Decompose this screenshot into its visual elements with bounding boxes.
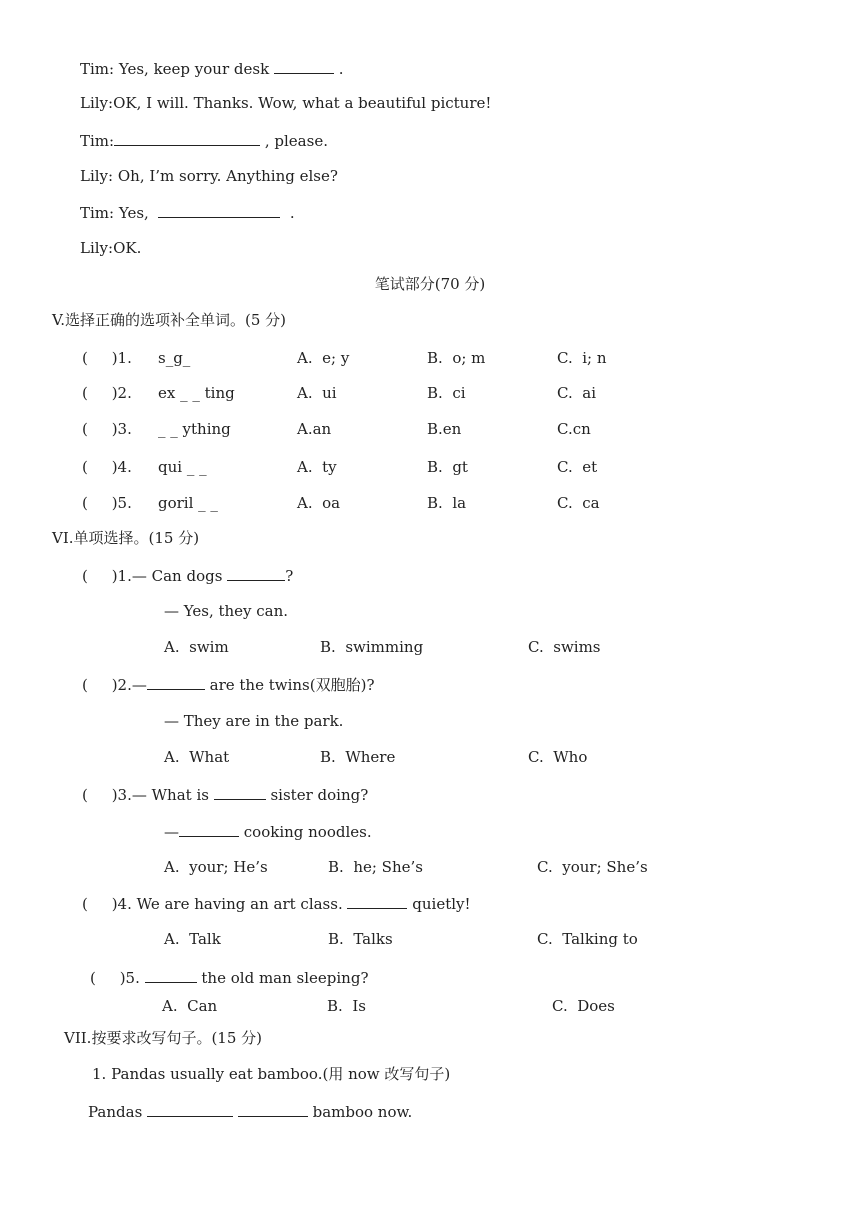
answer-blank[interactable]	[158, 203, 280, 218]
option-c: C. your; She’s	[537, 858, 648, 876]
answer-blank[interactable]	[145, 968, 197, 983]
answer-bracket[interactable]: ( )2.	[82, 384, 132, 402]
question-word: ex _ _ ting	[158, 384, 235, 402]
dialogue-line-6: Lily:OK.	[80, 239, 142, 257]
option-c: C. ai	[557, 384, 596, 402]
section-6-title: VI.单项选择。(15 分)	[52, 529, 200, 547]
answer-blank[interactable]	[147, 1102, 233, 1117]
section-5-title: V.选择正确的选项补全单词。(5 分)	[52, 311, 286, 329]
question-line: ( )2.— are the twins(双胞胎)?	[82, 676, 375, 694]
answer-bracket[interactable]: ( )5.	[82, 494, 132, 512]
option-b: B.en	[427, 420, 462, 438]
question-word: qui _ _	[158, 458, 207, 476]
option-b: B. he; She’s	[328, 858, 423, 876]
answer-blank[interactable]	[227, 566, 285, 581]
option-b: B. ci	[427, 384, 466, 402]
option-a: A. Talk	[164, 930, 221, 948]
section-7-title: VII.按要求改写句子。(15 分)	[64, 1029, 263, 1047]
dialogue-line-1: Tim: Yes, keep your desk .	[80, 60, 344, 78]
dialogue-line-5: Tim: Yes, .	[80, 204, 295, 222]
option-a: A. oa	[297, 494, 341, 512]
option-a: A. e; y	[297, 349, 350, 367]
answer-bracket[interactable]: ( )3.	[82, 786, 132, 804]
question-line: ( )1.— Can dogs ?	[82, 567, 294, 585]
option-c: C. swims	[528, 638, 601, 656]
dialogue-line-3: Tim: , please.	[80, 132, 328, 150]
reply-line: — Yes, they can.	[164, 602, 289, 620]
option-b: B. la	[427, 494, 467, 512]
option-b: B. Is	[327, 997, 366, 1015]
answer-blank[interactable]	[214, 785, 266, 800]
option-a: A. What	[164, 748, 230, 766]
answer-bracket[interactable]: ( )3.	[82, 420, 132, 438]
question-line: ( )3.— What is sister doing?	[82, 786, 369, 804]
answer-bracket[interactable]: ( )4.	[82, 895, 132, 913]
rewrite-question-1: 1. Pandas usually eat bamboo.(用 now 改写句子)	[92, 1065, 451, 1083]
answer-bracket[interactable]: ( )2.	[82, 676, 132, 694]
option-c: C. Does	[552, 997, 615, 1015]
option-c: C. et	[557, 458, 598, 476]
answer-bracket[interactable]: ( )1.	[82, 567, 132, 585]
answer-blank[interactable]	[114, 131, 260, 146]
question-word: s_g_	[158, 349, 191, 367]
answer-bracket[interactable]: ( )1.	[82, 349, 132, 367]
reply-line: — cooking noodles.	[164, 823, 372, 841]
option-b: B. gt	[427, 458, 468, 476]
answer-blank[interactable]	[147, 675, 205, 690]
option-b: B. o; m	[427, 349, 486, 367]
answer-blank[interactable]	[274, 59, 334, 74]
option-b: B. swimming	[320, 638, 424, 656]
option-b: B. Talks	[328, 930, 393, 948]
answer-blank[interactable]	[347, 894, 407, 909]
option-b: B. Where	[320, 748, 396, 766]
question-word: goril _ _	[158, 494, 218, 512]
option-a: A. ui	[297, 384, 337, 402]
reply-line: — They are in the park.	[164, 712, 344, 730]
dialogue-line-4: Lily: Oh, I’m sorry. Anything else?	[80, 167, 338, 185]
answer-blank[interactable]	[179, 822, 239, 837]
option-c: C. Talking to	[537, 930, 638, 948]
answer-bracket[interactable]: ( )4.	[82, 458, 132, 476]
question-word: _ _ ything	[158, 420, 231, 438]
answer-bracket[interactable]: ( )5.	[90, 969, 140, 987]
option-a: A. your; He’s	[164, 858, 268, 876]
question-line: ( )5. the old man sleeping?	[90, 969, 369, 987]
option-a: A. swim	[164, 638, 229, 656]
option-c: C. ca	[557, 494, 600, 512]
option-c: C.cn	[557, 420, 591, 438]
option-a: A. Can	[162, 997, 218, 1015]
question-line: ( )4. We are having an art class. quietly!	[82, 895, 471, 913]
rewrite-answer-1: Pandas bamboo now.	[88, 1103, 413, 1121]
option-c: C. Who	[528, 748, 588, 766]
written-section-header: 笔试部分(70 分)	[374, 275, 486, 293]
answer-blank[interactable]	[238, 1102, 308, 1117]
dialogue-line-2: Lily:OK, I will. Thanks. Wow, what a beautiful picture!	[80, 94, 492, 112]
option-c: C. i; n	[557, 349, 607, 367]
option-a: A.an	[297, 420, 332, 438]
option-a: A. ty	[297, 458, 337, 476]
